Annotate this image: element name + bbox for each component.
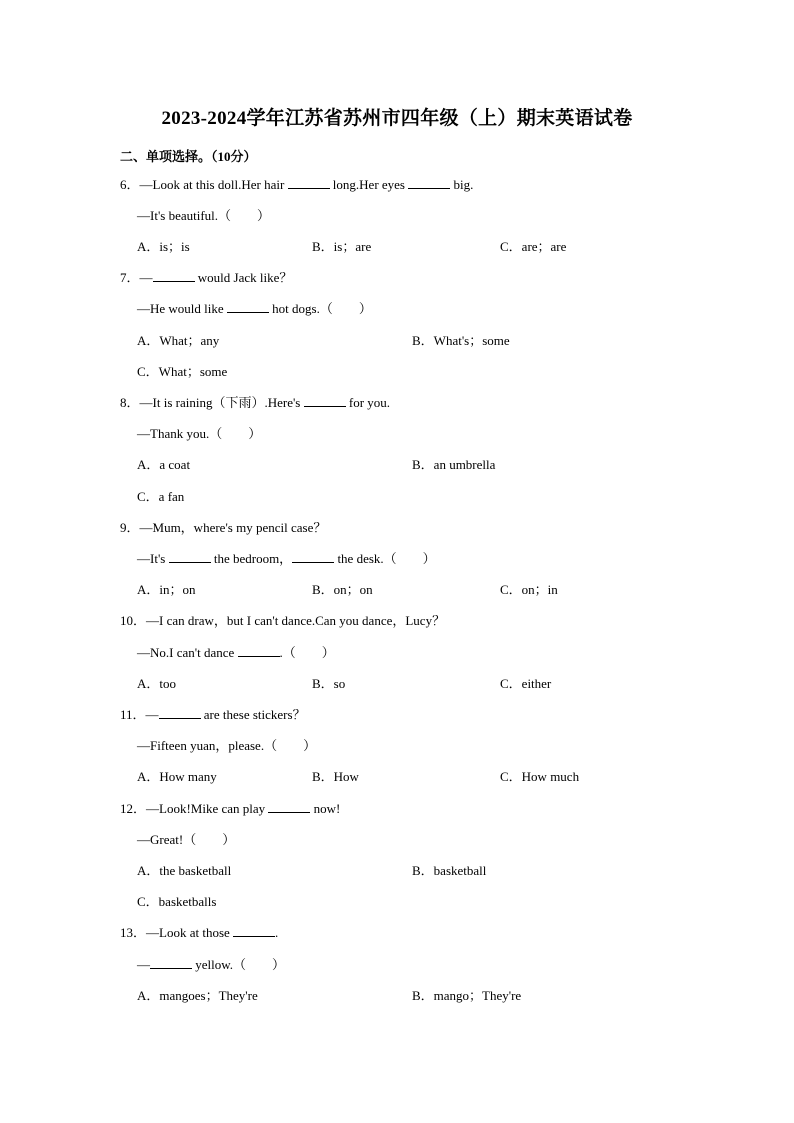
answer-blank: [268, 801, 310, 813]
question-8-option-a: A．a coat: [137, 457, 191, 472]
question-number: 9．: [120, 520, 140, 535]
question-12-line-1: [120, 801, 340, 817]
question-text: —Look at those: [146, 925, 234, 940]
question-8-option-c: C．a fan: [137, 489, 185, 504]
answer-blank: [288, 177, 330, 189]
question-6-option-c: C．are；are: [500, 239, 567, 254]
answer-blank: [304, 395, 346, 407]
question-text: —It is raining（下雨）.Here's: [139, 395, 304, 410]
question-10-line-2: [137, 645, 335, 661]
question-8-option-b: B．an umbrella: [412, 457, 496, 472]
question-text: would Jack like？: [194, 270, 293, 285]
question-13-option-b: B．mango；They're: [412, 988, 522, 1003]
question-7-line-1: [120, 270, 292, 286]
exam-title: 2023-2024学年江苏省苏州市四年级（上）期末英语试卷: [161, 108, 633, 129]
question-6-line-2: —It's beautiful.（ ）: [137, 208, 271, 223]
question-10-option-c: C．either: [500, 676, 552, 691]
question-text: big.: [450, 177, 474, 192]
question-6-option-b: B．is；are: [312, 239, 372, 254]
question-12-option-b: B．basketball: [412, 863, 487, 878]
question-text: —Look!Mike can play: [146, 801, 269, 816]
question-13-option-a: A．mangoes；They're: [137, 988, 258, 1003]
question-13-line-1: [120, 925, 278, 941]
question-6-line-1: [120, 177, 473, 193]
question-text: for you.: [345, 395, 391, 410]
question-text: the bedroom，: [210, 551, 293, 566]
question-9-line-1: [120, 520, 326, 536]
answer-blank: [292, 551, 334, 563]
question-number: 7．: [120, 270, 140, 285]
question-text: .（ ）: [279, 645, 335, 660]
question-9-line-2: [137, 551, 436, 567]
question-8-line-1: [120, 395, 390, 411]
question-text: —He would like: [137, 301, 227, 316]
question-10-line-1: [120, 613, 445, 629]
question-number: 10．: [120, 613, 147, 628]
question-number: 12．: [120, 801, 147, 816]
question-13-line-2: [137, 957, 285, 973]
question-text: yellow.（ ）: [192, 957, 286, 972]
question-text: long.Her eyes: [329, 177, 409, 192]
question-7-option-c: C．What；some: [137, 364, 228, 379]
question-text: the desk.（ ）: [334, 551, 436, 566]
question-number: 6．: [120, 177, 140, 192]
question-12-option-c: C．basketballs: [137, 894, 217, 909]
question-text: —: [145, 707, 159, 722]
question-text: —No.I can't dance: [137, 645, 238, 660]
answer-blank: [408, 177, 450, 189]
question-9-option-a: A．in；on: [137, 582, 196, 597]
answer-blank: [238, 645, 280, 657]
question-text: —: [139, 270, 153, 285]
question-text: —Mum，where's my pencil case？: [139, 520, 327, 535]
question-11-option-a: A．How many: [137, 769, 217, 784]
question-number: 11．: [120, 707, 146, 722]
question-text: —It's: [137, 551, 169, 566]
question-text: —Look at this doll.Her hair: [139, 177, 288, 192]
answer-blank: [169, 551, 211, 563]
question-7-line-2: [137, 301, 372, 317]
answer-blank: [227, 301, 269, 313]
question-10-option-b: B．so: [312, 676, 346, 691]
question-12-line-2: —Great!（ ）: [137, 832, 236, 847]
question-number: 13．: [120, 925, 147, 940]
question-6-option-a: A．is；is: [137, 239, 190, 254]
question-text: —: [137, 957, 150, 972]
section-heading: 二、单项选择。（10分）: [120, 149, 257, 164]
question-11-option-b: B．How: [312, 769, 359, 784]
question-7-option-a: A．What；any: [137, 333, 220, 348]
question-12-option-a: A．the basketball: [137, 863, 232, 878]
question-11-option-c: C．How much: [500, 769, 580, 784]
question-text: are these stickers？: [200, 707, 306, 722]
question-9-option-c: C．on；in: [500, 582, 558, 597]
answer-blank: [150, 957, 192, 969]
question-8-line-2: —Thank you.（ ）: [137, 426, 262, 441]
answer-blank: [153, 270, 195, 282]
answer-blank: [159, 707, 201, 719]
question-number: 8．: [120, 395, 140, 410]
question-text: now!: [310, 801, 341, 816]
question-text: —I can draw，but I can't dance.Can you dance，Lucy？: [146, 613, 446, 628]
answer-blank: [233, 925, 275, 937]
question-9-option-b: B．on；on: [312, 582, 373, 597]
question-10-option-a: A．too: [137, 676, 177, 691]
question-11-line-2: —Fifteen yuan，please.（ ）: [137, 738, 317, 753]
question-11-line-1: [120, 707, 306, 723]
question-7-option-b: B．What's；some: [412, 333, 510, 348]
question-text: .: [275, 925, 279, 940]
question-text: hot dogs.（ ）: [268, 301, 372, 316]
